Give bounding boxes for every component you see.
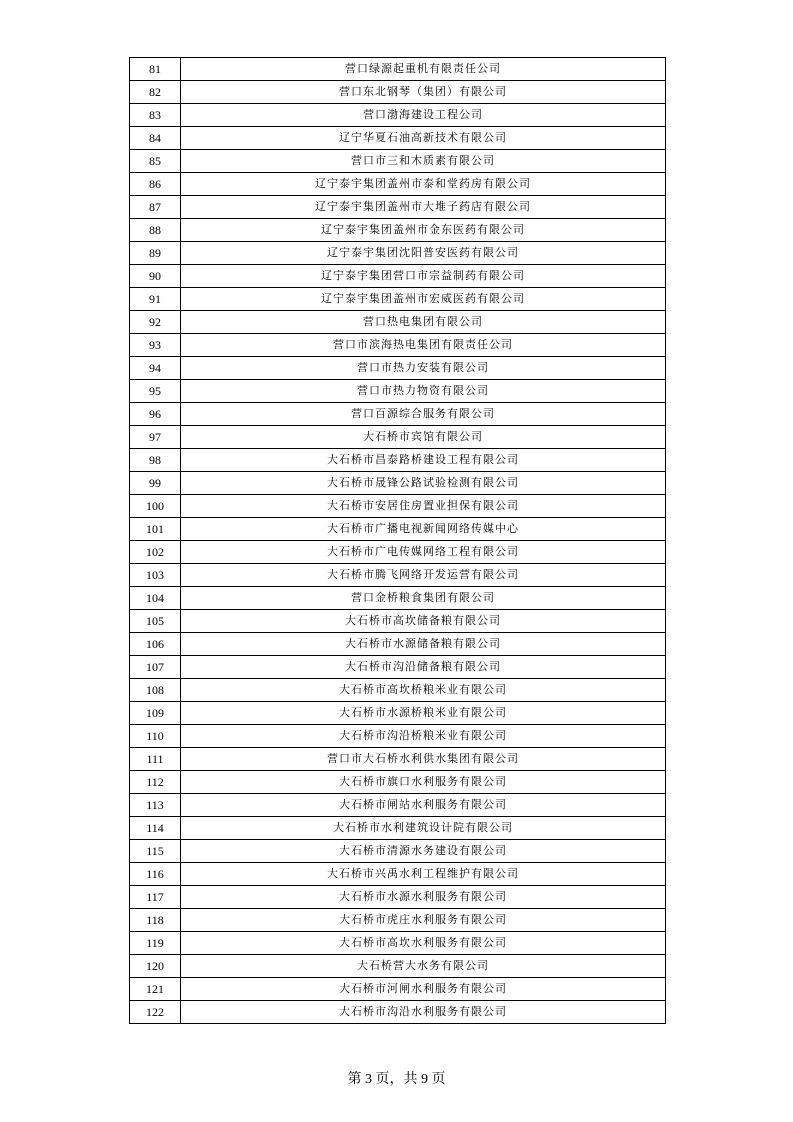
company-name-cell: 辽宁泰宇集团盖州市泰和堂药房有限公司 — [181, 173, 666, 196]
company-name-cell: 营口东北钢琴（集团）有限公司 — [181, 81, 666, 104]
row-number-cell: 82 — [130, 81, 181, 104]
row-number-cell: 100 — [130, 495, 181, 518]
table-row — [130, 863, 666, 886]
row-number-cell: 92 — [130, 311, 181, 334]
company-name-cell: 大石桥市旗口水利服务有限公司 — [181, 771, 666, 794]
row-number-cell: 87 — [130, 196, 181, 219]
company-name-cell: 辽宁泰宇集团盖州市金东医药有限公司 — [181, 219, 666, 242]
company-name-cell: 辽宁华夏石油高新技术有限公司 — [181, 127, 666, 150]
table-row — [130, 173, 666, 196]
company-name-cell: 营口市大石桥水利供水集团有限公司 — [181, 748, 666, 771]
company-name-cell: 营口市热力物资有限公司 — [181, 380, 666, 403]
row-number-cell: 105 — [130, 610, 181, 633]
company-name-cell: 大石桥市闸站水利服务有限公司 — [181, 794, 666, 817]
row-number-cell: 107 — [130, 656, 181, 679]
table-row — [130, 104, 666, 127]
company-name-cell: 大石桥市高坎水利服务有限公司 — [181, 932, 666, 955]
company-name-cell: 大石桥市腾飞网络开发运营有限公司 — [181, 564, 666, 587]
company-name-cell: 营口市三和木质素有限公司 — [181, 150, 666, 173]
table-row — [130, 81, 666, 104]
row-number-cell: 119 — [130, 932, 181, 955]
row-number-cell: 103 — [130, 564, 181, 587]
company-name-cell: 大石桥市晟锋公路试验检测有限公司 — [181, 472, 666, 495]
table-row — [130, 909, 666, 932]
row-number-cell: 120 — [130, 955, 181, 978]
table-row — [130, 288, 666, 311]
row-number-cell: 118 — [130, 909, 181, 932]
table-row — [130, 702, 666, 725]
company-name-cell: 营口市热力安装有限公司 — [181, 357, 666, 380]
table-row — [130, 472, 666, 495]
company-name-cell: 大石桥市沟沿桥粮米业有限公司 — [181, 725, 666, 748]
row-number-cell: 88 — [130, 219, 181, 242]
row-number-cell: 96 — [130, 403, 181, 426]
table-row — [130, 196, 666, 219]
row-number-cell: 84 — [130, 127, 181, 150]
row-number-cell: 114 — [130, 817, 181, 840]
row-number-cell: 91 — [130, 288, 181, 311]
row-number-cell: 97 — [130, 426, 181, 449]
company-name-cell: 大石桥市水利建筑设计院有限公司 — [181, 817, 666, 840]
row-number-cell: 110 — [130, 725, 181, 748]
table-row — [130, 426, 666, 449]
row-number-cell: 81 — [130, 58, 181, 81]
row-number-cell: 99 — [130, 472, 181, 495]
row-number-cell: 102 — [130, 541, 181, 564]
table-row — [130, 403, 666, 426]
table-row — [130, 771, 666, 794]
row-number-cell: 109 — [130, 702, 181, 725]
table-row — [130, 150, 666, 173]
table-row — [130, 817, 666, 840]
table-row — [130, 219, 666, 242]
company-name-cell: 辽宁泰宇集团盖州市大堆子药店有限公司 — [181, 196, 666, 219]
table-row — [130, 449, 666, 472]
table-row — [130, 357, 666, 380]
row-number-cell: 86 — [130, 173, 181, 196]
page-number-footer: 第 3 页，共 9 页 — [347, 1072, 446, 1087]
table-row — [130, 242, 666, 265]
table-row — [130, 748, 666, 771]
company-name-cell: 大石桥市广电传媒网络工程有限公司 — [181, 541, 666, 564]
table-row — [130, 1001, 666, 1024]
table-row — [130, 541, 666, 564]
table-row — [130, 840, 666, 863]
row-number-cell: 95 — [130, 380, 181, 403]
row-number-cell: 112 — [130, 771, 181, 794]
table-row — [130, 127, 666, 150]
table-row — [130, 794, 666, 817]
row-number-cell: 115 — [130, 840, 181, 863]
table-row — [130, 265, 666, 288]
row-number-cell: 90 — [130, 265, 181, 288]
company-name-cell: 大石桥营大水务有限公司 — [181, 955, 666, 978]
table-body — [130, 58, 666, 1024]
company-name-cell: 营口渤海建设工程公司 — [181, 104, 666, 127]
company-name-cell: 大石桥市昌泰路桥建设工程有限公司 — [181, 449, 666, 472]
company-name-cell: 大石桥市广播电视新闻网络传媒中心 — [181, 518, 666, 541]
row-number-cell: 101 — [130, 518, 181, 541]
row-number-cell: 93 — [130, 334, 181, 357]
table-row — [130, 978, 666, 1001]
table-row — [130, 587, 666, 610]
company-name-cell: 大石桥市沟沿储备粮有限公司 — [181, 656, 666, 679]
row-number-cell: 94 — [130, 357, 181, 380]
company-name-cell: 大石桥市河闸水利服务有限公司 — [181, 978, 666, 1001]
company-name-cell: 大石桥市水源储备粮有限公司 — [181, 633, 666, 656]
row-number-cell: 106 — [130, 633, 181, 656]
table-row — [130, 679, 666, 702]
company-name-cell: 营口金桥粮食集团有限公司 — [181, 587, 666, 610]
row-number-cell: 111 — [130, 748, 181, 771]
row-number-cell: 83 — [130, 104, 181, 127]
table-row — [130, 311, 666, 334]
row-number-cell: 117 — [130, 886, 181, 909]
company-name-cell: 营口绿源起重机有限责任公司 — [181, 58, 666, 81]
company-list-table — [129, 57, 666, 1024]
row-number-cell: 89 — [130, 242, 181, 265]
row-number-cell: 98 — [130, 449, 181, 472]
company-name-cell: 大石桥市水源桥粮米业有限公司 — [181, 702, 666, 725]
company-name-cell: 营口热电集团有限公司 — [181, 311, 666, 334]
company-name-cell: 大石桥市高坎储备粮有限公司 — [181, 610, 666, 633]
company-name-cell: 大石桥市清源水务建设有限公司 — [181, 840, 666, 863]
company-name-cell: 大石桥市沟沿水利服务有限公司 — [181, 1001, 666, 1024]
table-row — [130, 380, 666, 403]
row-number-cell: 104 — [130, 587, 181, 610]
table-row — [130, 610, 666, 633]
company-name-cell: 大石桥市宾馆有限公司 — [181, 426, 666, 449]
table-row — [130, 633, 666, 656]
row-number-cell: 108 — [130, 679, 181, 702]
company-name-cell: 辽宁泰宇集团营口市宗益制药有限公司 — [181, 265, 666, 288]
company-name-cell: 大石桥市水源水利服务有限公司 — [181, 886, 666, 909]
table-row — [130, 518, 666, 541]
company-name-cell: 大石桥市兴禹水利工程维护有限公司 — [181, 863, 666, 886]
table-row — [130, 725, 666, 748]
table-row — [130, 495, 666, 518]
row-number-cell: 116 — [130, 863, 181, 886]
table-row — [130, 656, 666, 679]
company-name-cell: 大石桥市虎庄水利服务有限公司 — [181, 909, 666, 932]
company-name-cell: 营口市滨海热电集团有限责任公司 — [181, 334, 666, 357]
table-row — [130, 955, 666, 978]
row-number-cell: 122 — [130, 1001, 181, 1024]
row-number-cell: 85 — [130, 150, 181, 173]
row-number-cell: 121 — [130, 978, 181, 1001]
company-name-cell: 辽宁泰宇集团沈阳普安医药有限公司 — [181, 242, 666, 265]
company-name-cell: 营口百源综合服务有限公司 — [181, 403, 666, 426]
table-row — [130, 932, 666, 955]
table-row — [130, 564, 666, 587]
table-row — [130, 58, 666, 81]
table-row — [130, 334, 666, 357]
company-name-cell: 大石桥市安居住房置业担保有限公司 — [181, 495, 666, 518]
company-name-cell: 辽宁泰宇集团盖州市宏威医药有限公司 — [181, 288, 666, 311]
row-number-cell: 113 — [130, 794, 181, 817]
table-row — [130, 886, 666, 909]
company-name-cell: 大石桥市高坎桥粮米业有限公司 — [181, 679, 666, 702]
